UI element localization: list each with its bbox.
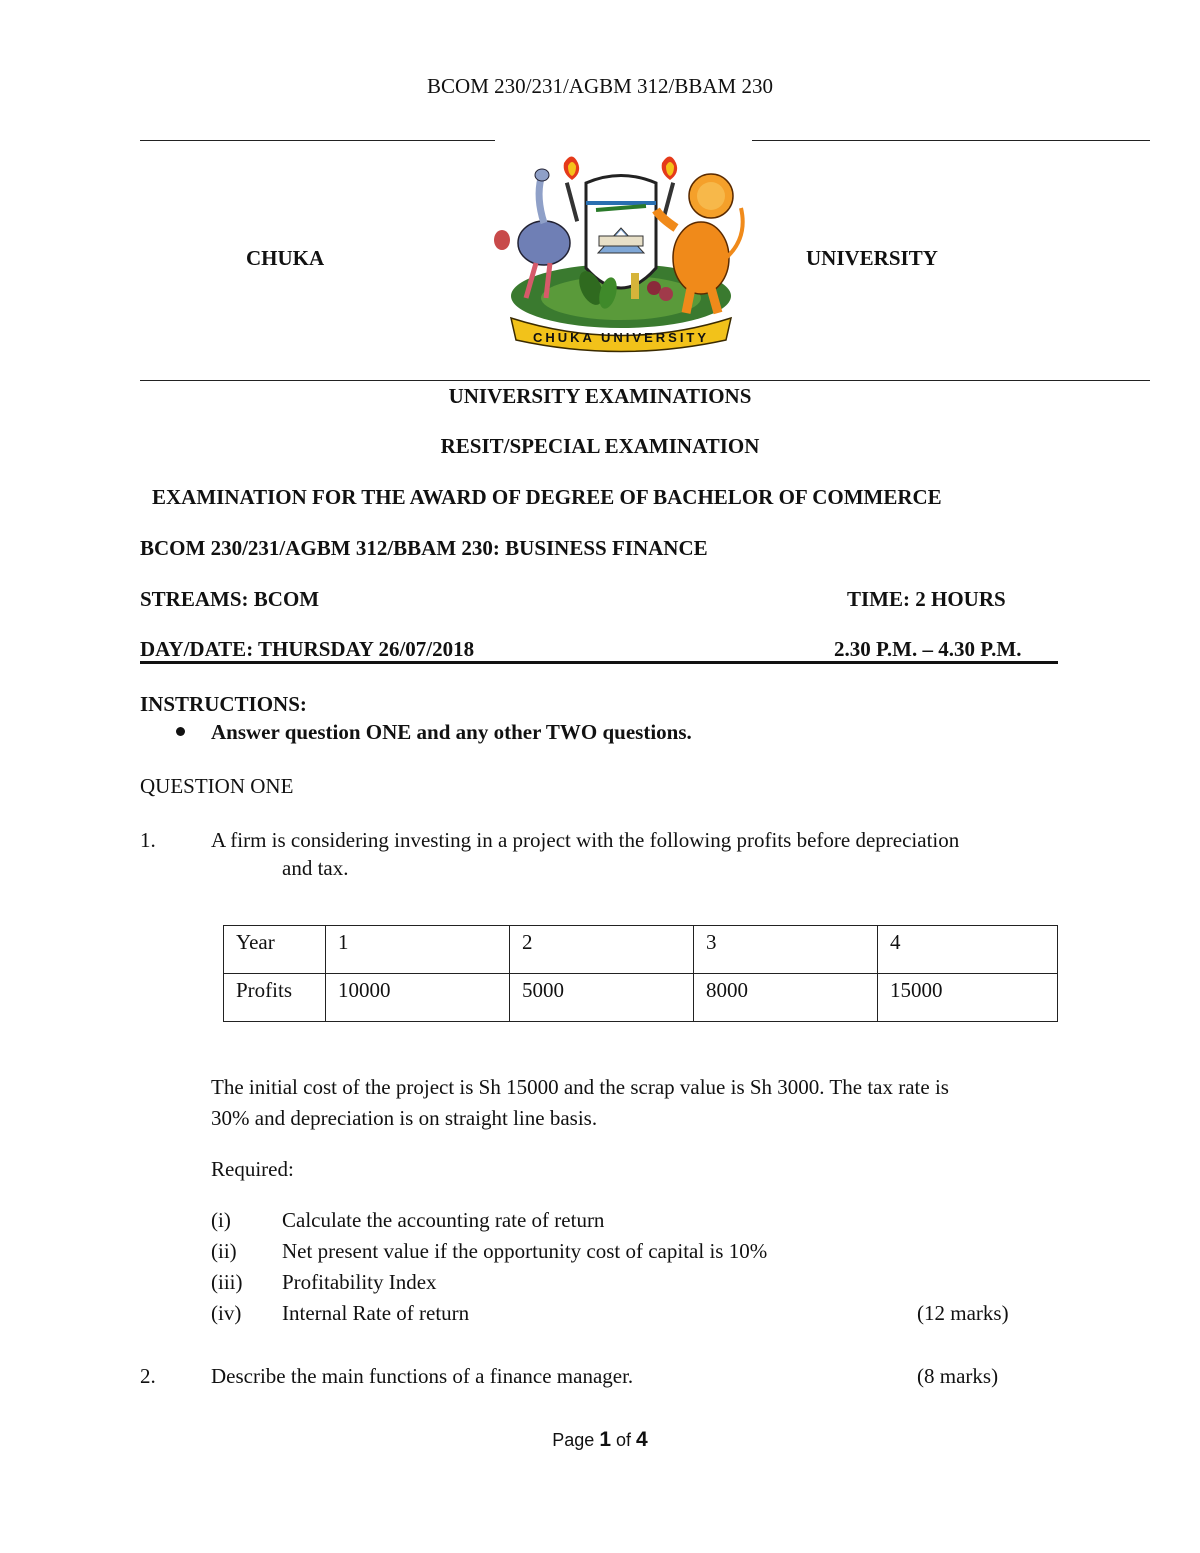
table-cell: 10000 <box>326 974 510 1022</box>
q1-number: 1. <box>140 828 156 852</box>
exam-heading-line2: RESIT/SPECIAL EXAMINATION <box>440 434 760 458</box>
table-cell: 1 <box>326 926 510 974</box>
instructions-bullet-text: Answer question ONE and any other TWO questions. <box>211 720 692 744</box>
table-cell: 5000 <box>510 974 694 1022</box>
table-row <box>224 926 1058 974</box>
bullet-icon <box>176 727 185 736</box>
course-title: BCOM 230/231/AGBM 312/BBAM 230: BUSINESS FINANCE <box>140 536 708 560</box>
item-number: (ii) <box>211 1239 237 1263</box>
table-cell: 15000 <box>878 974 1058 1022</box>
footer-page-word: Page <box>552 1430 595 1450</box>
header-chuka-word: CHUKA <box>246 246 325 270</box>
hours-label: 2.30 P.M. – 4.30 P.M. <box>834 637 1022 661</box>
q1-paragraph-line2: 30% and depreciation is on straight line basis. <box>211 1106 598 1130</box>
profits-table <box>223 925 1058 1022</box>
exam-heading-line3: EXAMINATION FOR THE AWARD OF DEGREE OF BACHELOR OF COMMERCE <box>152 485 942 509</box>
item-number: (i) <box>211 1208 231 1232</box>
header-course-code: BCOM 230/231/AGBM 312/BBAM 230 <box>427 74 773 98</box>
item-text: Calculate the accounting rate of return <box>282 1208 605 1232</box>
instructions-heading: INSTRUCTIONS: <box>140 692 307 716</box>
time-label: TIME: 2 HOURS <box>847 587 1006 611</box>
streams-label: STREAMS: BCOM <box>140 587 320 611</box>
exam-heading-line1: UNIVERSITY EXAMINATIONS <box>448 384 752 408</box>
item-text: Internal Rate of return <box>282 1301 470 1325</box>
table-cell: 4 <box>878 926 1058 974</box>
required-label: Required: <box>211 1157 294 1181</box>
question-one-heading: QUESTION ONE <box>140 774 294 798</box>
table-cell: Profits <box>224 974 326 1022</box>
q2-text: Describe the main functions of a finance manager. <box>211 1364 634 1388</box>
q1-marks: (12 marks) <box>917 1301 1009 1325</box>
table-cell: 3 <box>694 926 878 974</box>
item-text: Net present value if the opportunity cost of capital is 10% <box>282 1239 768 1263</box>
page-footer <box>0 1428 1200 1452</box>
table-cell: 2 <box>510 926 694 974</box>
header-rule-full <box>140 380 1150 381</box>
item-number: (iv) <box>211 1301 242 1325</box>
university-crest-logo <box>486 148 756 358</box>
header-rule-right <box>752 140 1150 141</box>
footer-of-word: of <box>616 1430 632 1450</box>
daydate-label: DAY/DATE: THURSDAY 26/07/2018 <box>140 637 475 661</box>
footer-page-total: 4 <box>636 1428 648 1451</box>
item-text: Profitability Index <box>282 1270 437 1294</box>
crest-banner-text: CHUKA UNIVERSITY <box>532 330 710 345</box>
q1-text-line1: A firm is considering investing in a project with the following profits before depreciation <box>211 828 960 852</box>
table-row <box>224 974 1058 1022</box>
q1-text-line2: and tax. <box>282 856 349 880</box>
header-separator-thick <box>140 661 1058 664</box>
header-university-word: UNIVERSITY <box>806 246 938 270</box>
header-rule-left <box>140 140 495 141</box>
q1-paragraph-line1: The initial cost of the project is Sh 15000 and the scrap value is Sh 3000. The tax rate is <box>211 1075 949 1099</box>
table-cell: 8000 <box>694 974 878 1022</box>
footer-page-number: 1 <box>599 1428 611 1451</box>
q2-number: 2. <box>140 1364 156 1388</box>
item-number: (iii) <box>211 1270 243 1294</box>
q2-marks: (8 marks) <box>917 1364 999 1388</box>
table-cell: Year <box>224 926 326 974</box>
